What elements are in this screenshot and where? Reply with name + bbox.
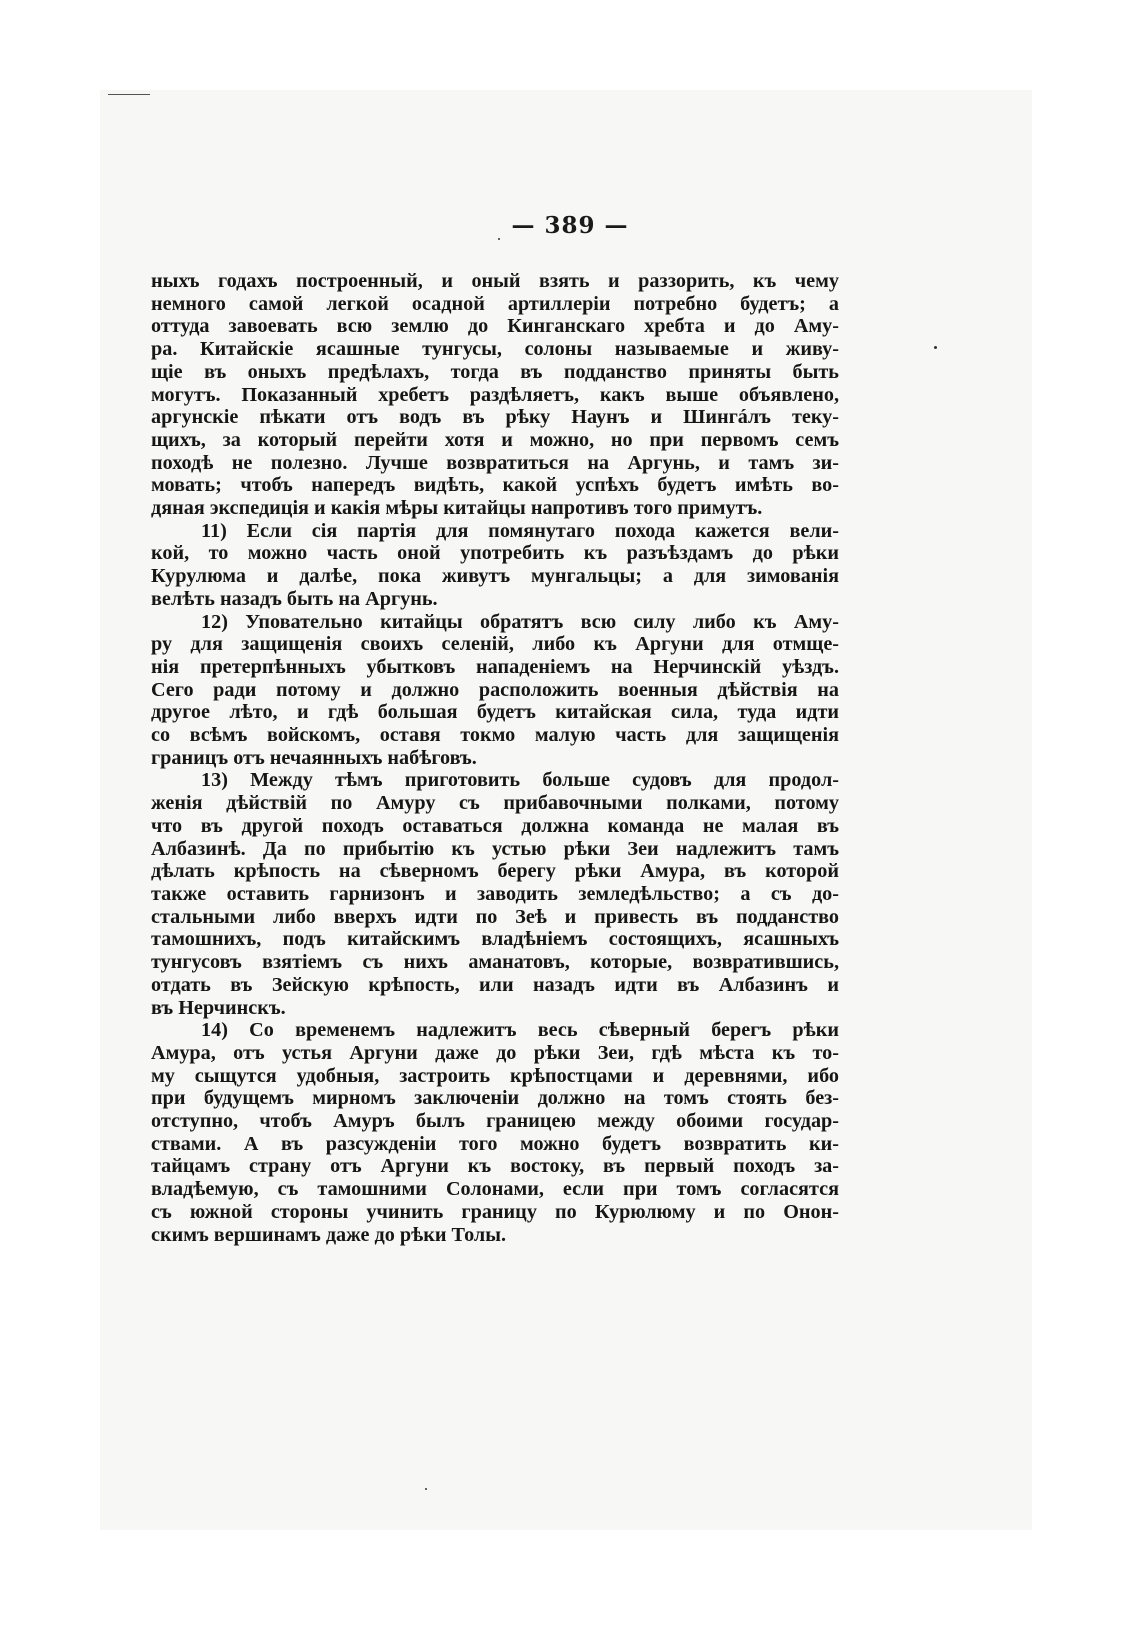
text-line: владѣемую, съ тамошними Солонами, если при томъ согласятся bbox=[151, 1178, 839, 1201]
top-rule bbox=[108, 94, 150, 95]
paragraph-14-first-line: 14) Со временемъ надлежитъ весь сѣверный берегъ рѣки bbox=[201, 1019, 839, 1042]
text-line: щiе въ оныхъ предѣлахъ, тогда въ подданство приняты быть bbox=[151, 360, 839, 383]
body-text bbox=[151, 270, 839, 1246]
text-line: Сего ради потому и должно расположить военныя дѣйствiя на bbox=[151, 678, 839, 701]
paragraph-11-first-line: 11) Если сiя партiя для помянутаго похода кажется вели- bbox=[201, 519, 839, 542]
text-line: му сыщутся удобныя, застроить крѣпостцами и деревнями, ибо bbox=[151, 1064, 839, 1087]
text-line: въ Нерчинскъ. bbox=[151, 996, 286, 1019]
text-line: Курулюма и далѣе, пока живутъ мунгальцы; а для зимованiя bbox=[151, 565, 839, 588]
text-line: оттуда завоевать всю землю до Кинганскаго хребта и до Аму- bbox=[151, 315, 839, 338]
text-line: Амура, отъ устья Аргуни даже до рѣки Зеи, гдѣ мѣста къ то- bbox=[151, 1041, 839, 1064]
text-line: границъ отъ нечаянныхъ набѣговъ. bbox=[151, 746, 477, 769]
text-line: кой, то можно часть оной употребить къ разъѣздамъ до рѣки bbox=[151, 542, 839, 565]
text-line: могутъ. Показанный хребетъ раздѣляетъ, какъ выше объявлено, bbox=[151, 383, 839, 406]
text-line: со всѣмъ войскомъ, оставя токмо малую часть для защищенiя bbox=[151, 724, 839, 747]
text-line: женiя дѣйствiй по Амуру съ прибавочными полками, потому bbox=[151, 792, 839, 815]
text-line: дяная экспедицiя и какiя мѣры китайцы напротивъ того примутъ. bbox=[151, 497, 763, 520]
paragraph-13-first-line: 13) Между тѣмъ приготовить больше судовъ для продол- bbox=[201, 769, 839, 792]
text-line: другое лѣто, и гдѣ большая будетъ китайская сила, туда идти bbox=[151, 701, 839, 724]
text-line: нiя претерпѣнныхъ убытковъ нападенiемъ на Нерчинскiй уѣздъ. bbox=[151, 655, 839, 678]
text-line: также оставить гарнизонъ и заводить земледѣльство; а съ до- bbox=[151, 882, 839, 905]
scan-speck bbox=[934, 346, 937, 349]
text-line: отступно, чтобъ Амуръ былъ границею между обоими государ- bbox=[151, 1110, 839, 1133]
scan-speck bbox=[425, 1488, 427, 1490]
text-line: при будущемъ мирномъ заключенiи должно на томъ стоять без- bbox=[151, 1087, 839, 1110]
text-line: ныхъ годахъ построенный, и оный взять и раззорить, къ чему bbox=[151, 270, 839, 292]
text-line: ра. Китайскiе ясашные тунгусы, солоны называемые и живу- bbox=[151, 338, 839, 361]
text-line: дѣлать крѣпость на сѣверномъ берегу рѣки Амура, въ которой bbox=[151, 860, 839, 883]
text-line: съ южной стороны учинить границу по Курюлюму и по Онон- bbox=[151, 1200, 839, 1223]
text-line: ру для защищенiя своихъ селенiй, либо къ Аргуни для отмще- bbox=[151, 633, 839, 656]
text-line: походѣ не полезно. Лучше возвратиться на Аргунь, и тамъ зи- bbox=[151, 451, 839, 474]
text-line: что въ другой походъ оставаться должна команда не малая въ bbox=[151, 814, 839, 837]
text-line: ствами. А въ разсужденiи того можно будетъ возвратить ки- bbox=[151, 1132, 839, 1155]
text-line: велѣть назадъ быть на Аргунь. bbox=[151, 587, 438, 610]
text-line: мовать; чтобъ напередъ видѣть, какой успѣхъ будетъ имѣть во- bbox=[151, 474, 839, 497]
text-line: тайцамъ страну отъ Аргуни къ востоку, въ первый походъ за- bbox=[151, 1155, 839, 1178]
text-line: скимъ вершинамъ даже до рѣки Толы. bbox=[151, 1223, 507, 1246]
text-line: щихъ, за который перейти хотя и можно, но при первомъ семъ bbox=[151, 428, 839, 451]
page-number: — 389 — bbox=[511, 212, 629, 239]
text-line: отдать въ Зейскую крѣпость, или назадъ идти въ Албазинъ и bbox=[151, 973, 839, 996]
text-line: Албазинѣ. Да по прибытiю къ устью рѣки Зеи надлежитъ тамъ bbox=[151, 837, 839, 860]
text-line: тунгусовъ взятiемъ съ нихъ аманатовъ, которые, возвратившись, bbox=[151, 951, 839, 974]
text-line: тамошнихъ, подъ китайскимъ владѣнiемъ состоящихъ, ясашныхъ bbox=[151, 928, 839, 951]
scan-speck bbox=[498, 238, 500, 240]
paragraph-12-first-line: 12) Уповательно китайцы обратятъ всю силу либо къ Аму- bbox=[201, 610, 839, 633]
text-line: аргунскiе пѣкати отъ водъ въ рѣку Наунъ и Шингáлъ теку- bbox=[151, 406, 839, 429]
text-line: стальными либо вверхъ идти по Зеѣ и привесть въ подданство bbox=[151, 905, 839, 928]
text-line: немного самой легкой осадной артиллерiи потребно будетъ; а bbox=[151, 292, 839, 315]
